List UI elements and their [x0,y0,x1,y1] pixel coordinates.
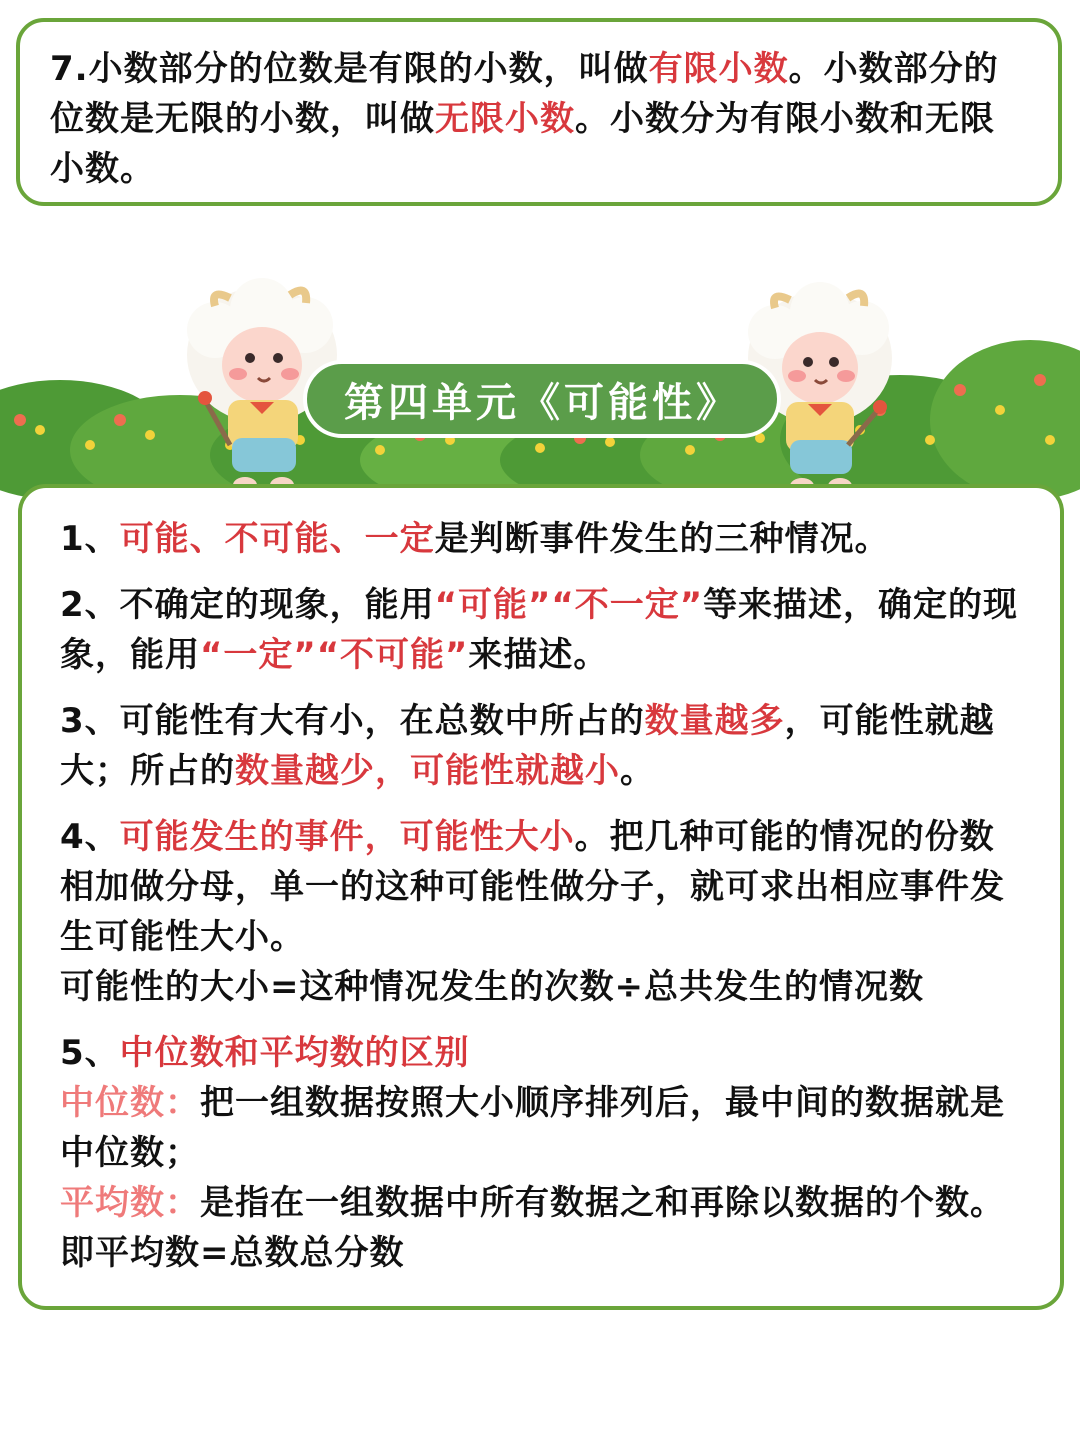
item-text: 。把几种可能的情况的份数相加做分母，单一的这种可能性做分子，就可求出相应事件发生可能性大小。 [60,817,1005,957]
item-text: 。 [620,751,655,791]
item-number: 5、 [60,1033,120,1073]
item-highlight: 数量越少，可能性就越小 [235,751,620,791]
item-number: 4、 [60,817,120,857]
item-highlight: 可能发生的事件，可能性大小 [119,817,575,857]
list-item [60,1028,1022,1278]
item-number: 2、 [60,585,120,625]
list-item [60,580,1022,680]
finite-decimal-term: 有限小数 [648,49,789,89]
list-item [60,812,1022,1012]
probability-formula: 可能性的大小=这种情况发生的次数÷总共发生的情况数 [60,967,924,1007]
item-text: 等来描述，确定的现象，能用 [60,585,1019,675]
item-text: 是判断事件发生的三种情况。 [434,519,890,559]
item-highlight: 数量越多 [644,701,785,741]
list-item [60,696,1022,796]
unit-title-banner: 第四单元《可能性》 [303,360,781,438]
decimals-text-2: 。小数部分的位数是无限的小数，叫做 [50,49,999,139]
item-highlight: 中位数和平均数的区别 [119,1033,470,1073]
mean-label: 平均数： [60,1183,200,1223]
summary-card-decimals [16,18,1062,206]
item-number: 1、 [60,519,120,559]
decimals-paragraph [50,44,1028,194]
unit4-card [18,484,1064,1310]
median-label: 中位数： [60,1083,200,1123]
mean-definition: 是指在一组数据中所有数据之和再除以数据的个数。 [200,1183,1005,1223]
item-text: ，可能性就越大；所占的 [60,701,995,791]
item-text: 来描述。 [468,635,609,675]
decimals-text-1: 7.小数部分的位数是有限的小数，叫做 [50,49,649,89]
item-text: 可能性有大有小，在总数中所占的 [119,701,645,741]
item-highlight: 可能、不可能、一定 [119,519,435,559]
infinite-decimal-term: 无限小数 [435,99,575,139]
item-highlight: “可能”“不一定” [434,585,704,625]
item-number: 3、 [60,701,120,741]
mean-formula: 即平均数=总数总分数 [60,1233,405,1273]
list-item [60,514,1022,564]
decimals-text-3: 。小数分为有限小数和无限小数。 [50,99,995,189]
item-highlight: “一定”“不可能” [200,635,469,675]
median-definition: 把一组数据按照大小顺序排列后，最中间的数据就是中位数； [60,1083,1005,1173]
item-text: 不确定的现象，能用 [119,585,435,625]
